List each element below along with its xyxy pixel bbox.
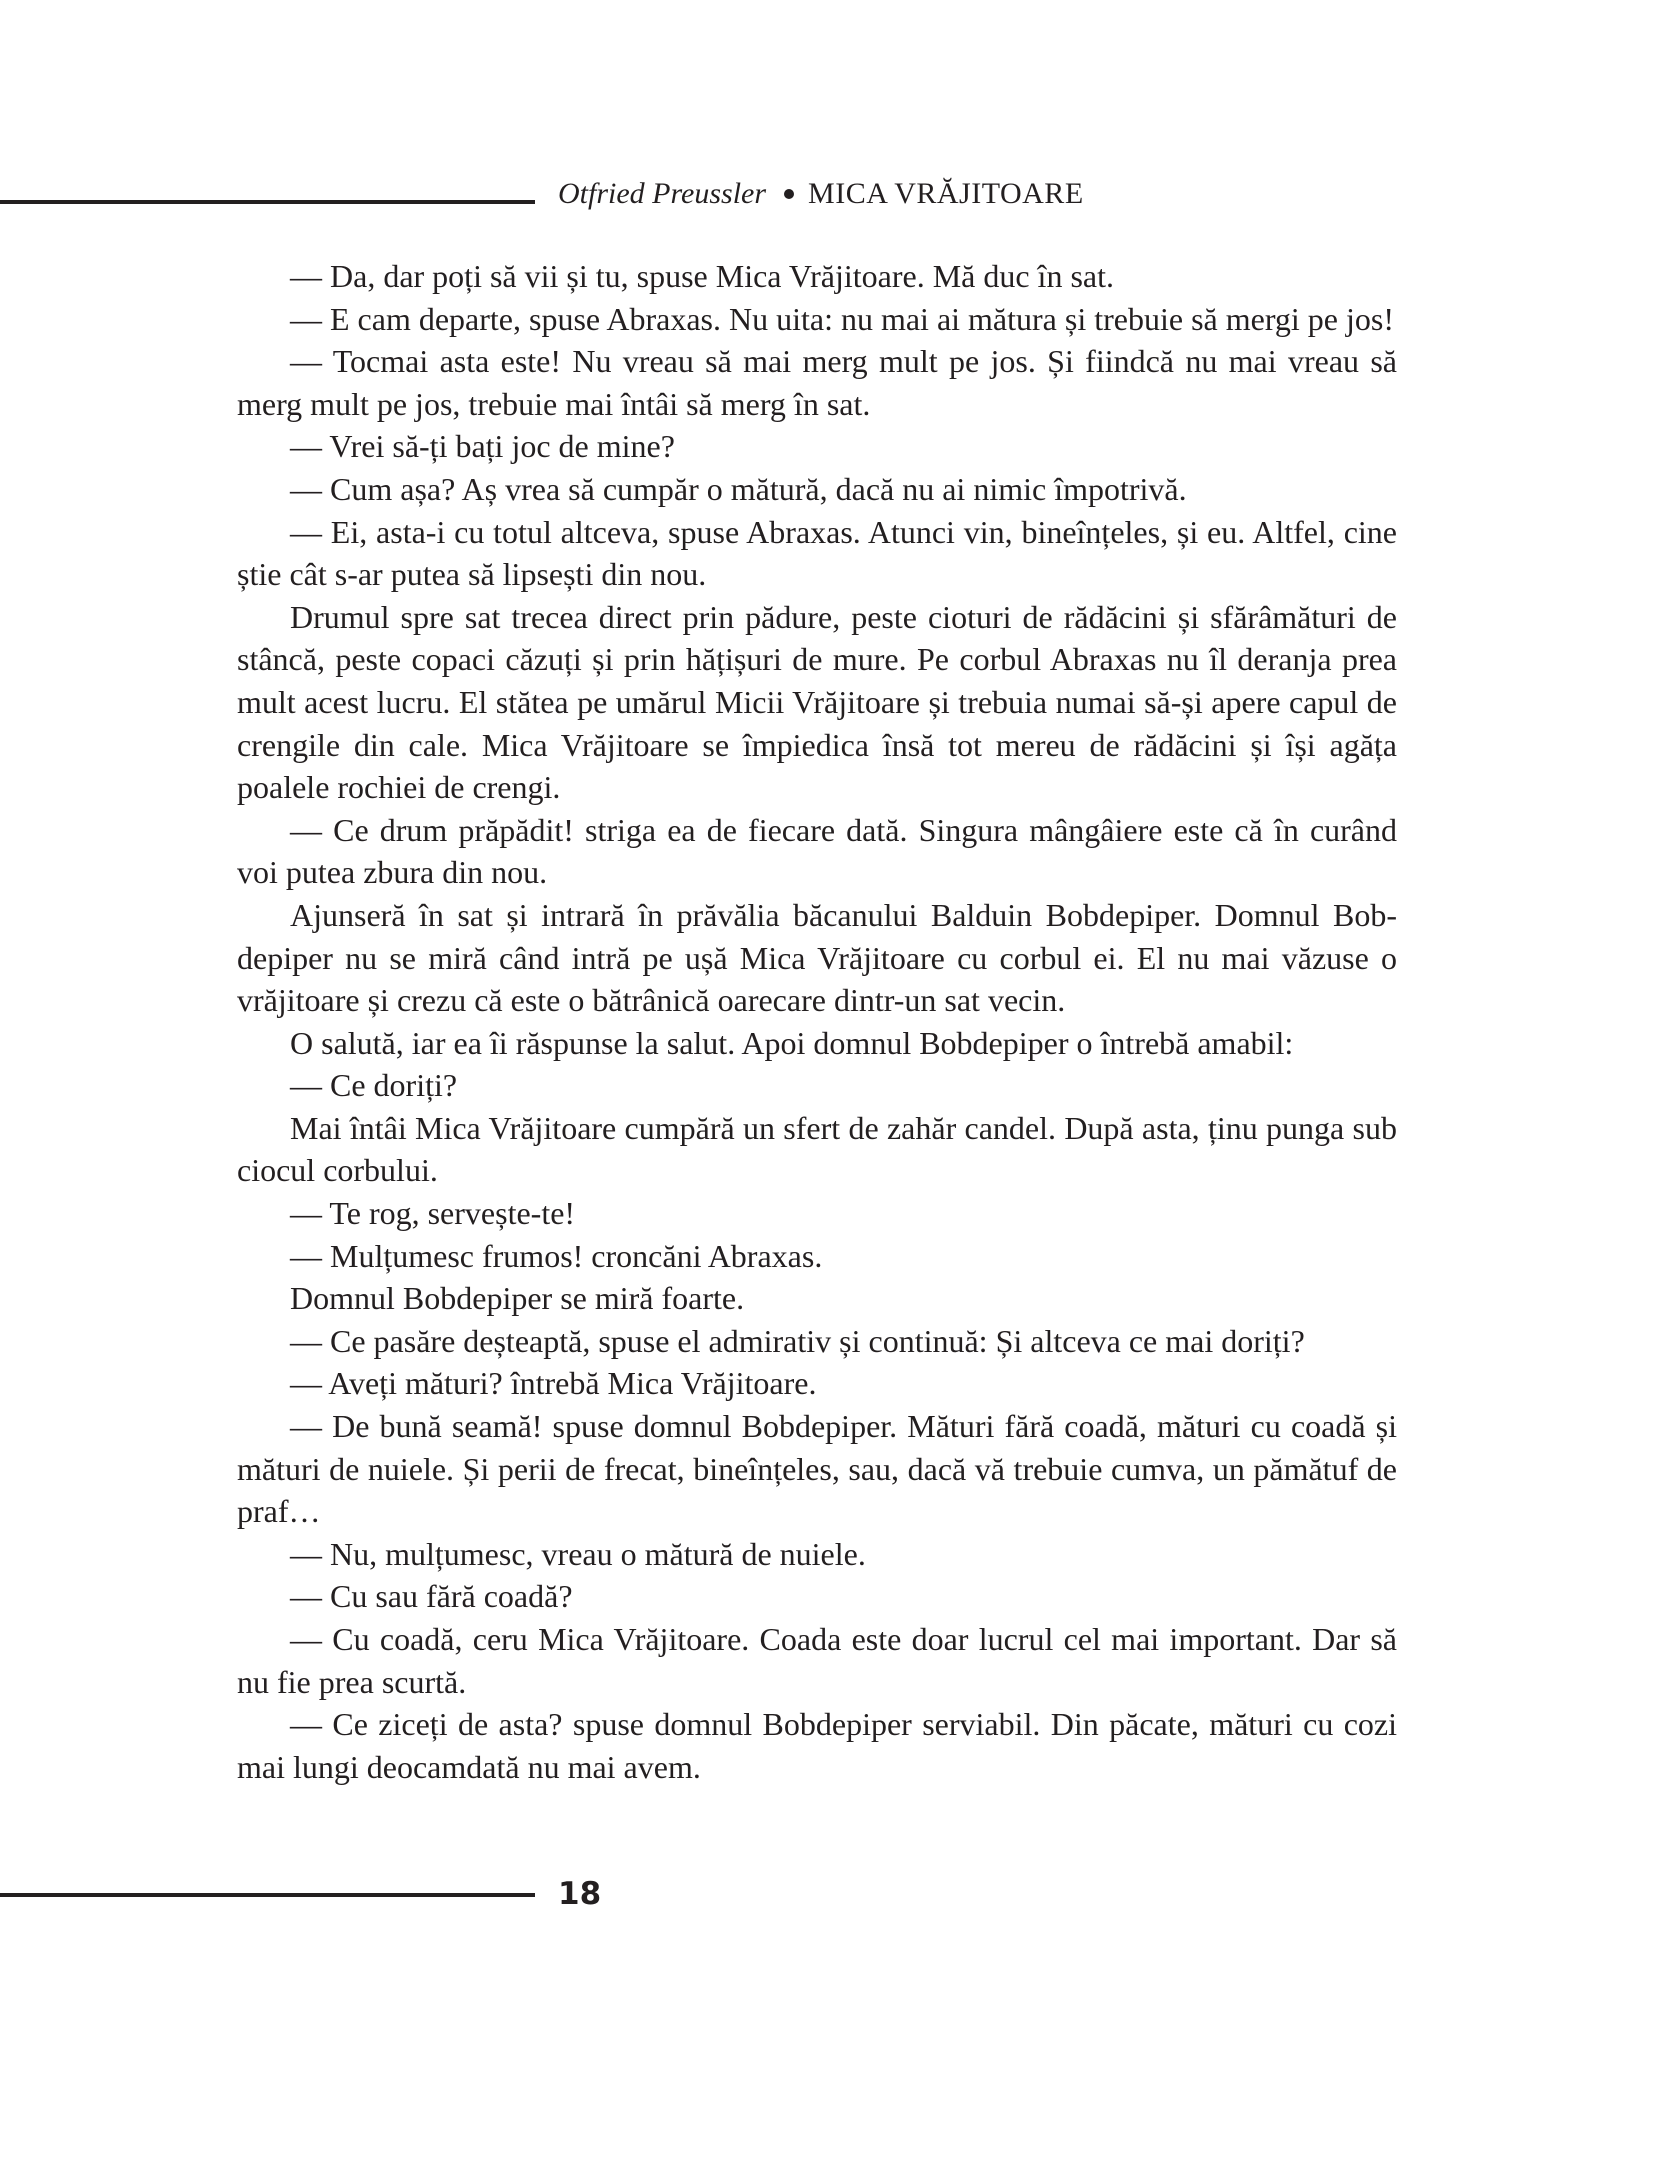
paragraph: Drumul spre sat trecea direct prin pădure, peste cioturi de rădăcini și sfărâmături de stâncă, peste copaci căzuți și prin hățișuri de mure. Pe corbul Abraxas nu îl deranja prea mult acest lucru. El stătea pe umărul Micii Vrăjitoare și trebuia numai să-și apere capul de crengile din cale. Mica Vrăjitoare se împiedica însă tot mereu de rădăcini și își agăța poalele rochiei de crengi.: [237, 598, 1397, 806]
paragraph: — Nu, mulțumesc, vreau o mătură de nuiele.: [290, 1535, 866, 1572]
header-rule: [0, 200, 535, 204]
page-number: 18: [558, 1876, 602, 1912]
paragraph: — Mulțumesc frumos! croncăni Abraxas.: [290, 1237, 823, 1274]
header-book-title: MICA VRĂJITOARE: [808, 177, 1084, 210]
paragraph: Ajunseră în sat și intrară în prăvălia băcanului Balduin Bobdepiper. Domnul Bob-depiper nu se miră când intră pe ușă Mica Vrăjitoare cu corbul ei. El nu mai văzuse o vrăjitoare și crezu că este o bătrânică oarecare dintr-un sat vecin.: [237, 896, 1397, 1019]
paragraph: — Aveți mături? întrebă Mica Vrăjitoare.: [290, 1365, 817, 1402]
paragraph: — Ce ziceți de asta? spuse domnul Bobdepiper serviabil. Din păcate, mături cu cozi mai lungi deocamdată nu mai avem.: [237, 1706, 1397, 1785]
paragraph: — De bună seamă! spuse domnul Bobdepiper. Mături fără coadă, mături cu coadă și mături de nuiele. Și perii de frecat, bineînțeles, sau, dacă vă trebuie cumva, un pămătuf de praf…: [237, 1408, 1397, 1530]
header-author: Otfried Preussler: [558, 177, 767, 210]
running-header: [558, 172, 1084, 216]
paragraph: — Ce drum prăpădit! striga ea de fiecare dată. Singura mângâiere este că în curând voi putea zbura din nou.: [237, 811, 1397, 891]
paragraph: — Ce doriți?: [290, 1067, 458, 1104]
paragraph: O salută, iar ea îi răspunse la salut. Apoi domnul Bobdepiper o întrebă amabil:: [290, 1024, 1294, 1061]
paragraph: Domnul Bobdepiper se miră foarte.: [290, 1280, 745, 1317]
paragraph: — Ce pasăre deșteaptă, spuse el admirativ și continuă: Și altceva ce mai doriți?: [290, 1322, 1305, 1359]
paragraph: — Ei, asta-i cu totul altceva, spuse Abraxas. Atunci vin, bineînțeles, și eu. Altfel, cine știe cât s-ar putea să lipsești din nou.: [237, 513, 1397, 593]
page-body: [237, 255, 1397, 1788]
paragraph: — Vrei să-ți bați joc de mine?: [290, 428, 675, 465]
paragraph: — Cum așa? Aș vrea să cumpăr o mătură, dacă nu ai nimic împotrivă.: [290, 470, 1187, 507]
paragraph: — Cu coadă, ceru Mica Vrăjitoare. Coada este doar lucrul cel mai important. Dar să nu fie prea scurtă.: [237, 1621, 1397, 1700]
paragraph: — Tocmai asta este! Nu vreau să mai merg mult pe jos. Și fiindcă nu mai vreau să merg mult pe jos, trebuie mai întâi să merg în sat.: [237, 343, 1397, 422]
paragraph: Mai întâi Mica Vrăjitoare cumpără un sfert de zahăr candel. După asta, ținu punga sub ciocul corbului.: [237, 1109, 1397, 1189]
paragraph: — Te rog, servește-te!: [290, 1195, 576, 1232]
paragraph: — E cam departe, spuse Abraxas. Nu uita: nu mai ai mătura și trebuie să mergi pe jos!: [290, 300, 1394, 337]
paragraph: — Da, dar poți să vii și tu, spuse Mica Vrăjitoare. Mă duc în sat.: [290, 258, 1114, 294]
footer-rule: [0, 1893, 535, 1897]
paragraph: — Cu sau fără coadă?: [290, 1578, 573, 1615]
bullet-icon: [784, 189, 794, 199]
